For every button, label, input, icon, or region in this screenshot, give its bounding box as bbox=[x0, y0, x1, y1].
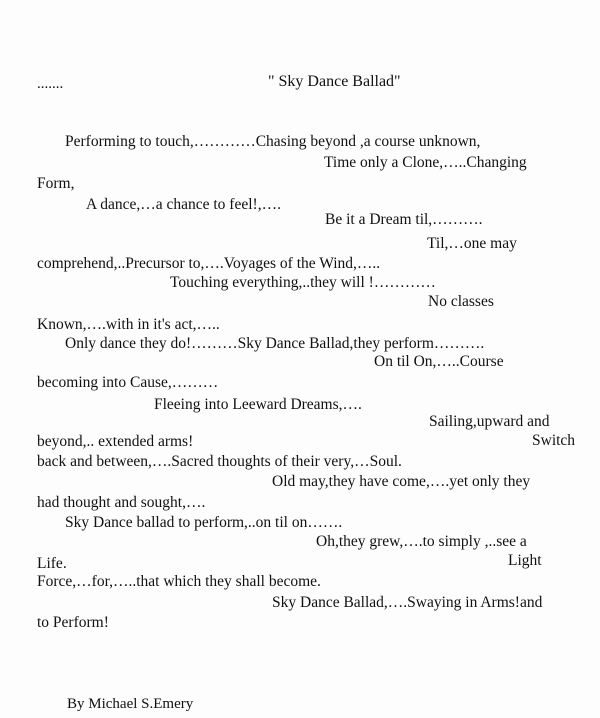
poem-line: Performing to touch,…………Chasing beyond ,a course unknown, bbox=[65, 133, 481, 150]
poem-line: Form, bbox=[37, 175, 75, 192]
poem-line: Til,…one may bbox=[427, 235, 517, 252]
poem-line: Sky Dance Ballad,….Swaying in Arms!and bbox=[272, 594, 543, 611]
poem-line: A dance,…a chance to feel!,…. bbox=[86, 196, 281, 213]
author-byline: By Michael S.Emery bbox=[67, 696, 194, 712]
poem-line: Force,…for,…..that which they shall become. bbox=[37, 573, 321, 590]
poem-line: No classes bbox=[428, 293, 494, 310]
poem-line: Touching everything,..they will !………… bbox=[170, 274, 436, 291]
poem-line: Oh,they grew,….to simply ,..see a bbox=[316, 533, 527, 550]
poem-line: On til On,…..Course bbox=[374, 353, 504, 370]
poem-line: Old may,they have come,….yet only they bbox=[272, 473, 531, 490]
poem-line: Light bbox=[508, 552, 542, 569]
poem-line: comprehend,..Precursor to,….Voyages of the Wind,….. bbox=[37, 255, 381, 272]
poem-line: to Perform! bbox=[37, 614, 109, 631]
poem-line: beyond,.. extended arms! bbox=[37, 433, 194, 450]
poem-line: Sky Dance ballad to perform,..on til on……. bbox=[65, 514, 343, 531]
poem-line: Switch bbox=[532, 432, 576, 449]
poem-line: had thought and sought,…. bbox=[37, 494, 206, 511]
header-ellipsis: ....... bbox=[37, 76, 64, 92]
poem-line: Only dance they do!………Sky Dance Ballad,they perform………. bbox=[65, 335, 485, 352]
poem-line: Be it a Dream til,………. bbox=[325, 211, 483, 228]
poem-title: " Sky Dance Ballad" bbox=[268, 73, 401, 90]
poem-line: Sailing,upward and bbox=[429, 413, 550, 430]
poem-line: back and between,….Sacred thoughts of their very,…Soul. bbox=[37, 453, 402, 470]
poem-line: becoming into Cause,……… bbox=[37, 374, 219, 391]
poem-line: Life. bbox=[37, 555, 67, 572]
poem-line: Fleeing into Leeward Dreams,…. bbox=[154, 396, 362, 413]
poem-line: Known,….with in it's act,….. bbox=[37, 316, 220, 333]
poem-line: Time only a Clone,…..Changing bbox=[324, 154, 527, 171]
